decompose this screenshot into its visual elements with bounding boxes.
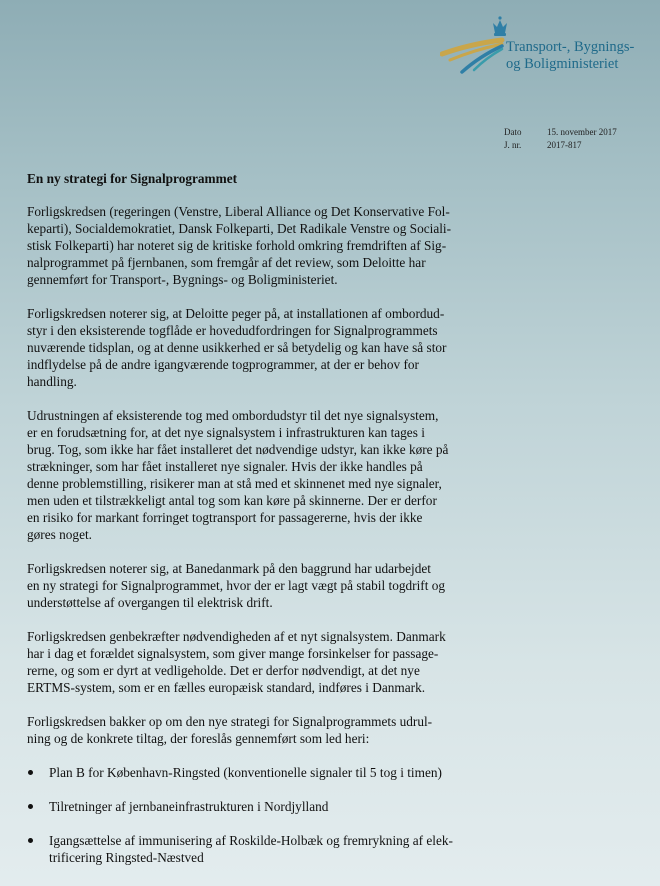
text-line: en ny strategi for Signalprogrammet, hvor der er lagt vægt på stabil togdrift og xyxy=(27,578,446,593)
ministry-logo xyxy=(440,14,650,78)
text-line: har i dag et forældet signalsystem, som giver mange forsinkelser for passage- xyxy=(27,646,439,661)
text-line: handling. xyxy=(27,374,77,389)
text-line: strækninger, som har fået installeret nye signaler. Hvis der ikke handles på xyxy=(27,459,423,474)
paragraph-1 xyxy=(27,203,497,288)
text-line: ERTMS-system, som er en fælles europæisk standard, indføres i Danmark. xyxy=(27,680,426,695)
paragraph-3 xyxy=(27,407,497,543)
paragraph-6 xyxy=(27,713,497,747)
text-line: nuværende tidsplan, og at denne usikkerhed er så betydelig og kan have så stor xyxy=(27,340,447,355)
text-line: nalprogrammet på fjernbanen, som fremgår af det review, som Deloitte har xyxy=(27,255,426,270)
text-line: brug. Tog, som ikke har fået installeret det nødvendige udstyr, kan ikke køre på xyxy=(27,442,449,457)
date-row xyxy=(504,126,617,139)
document-title: En ny strategi for Signalprogrammet xyxy=(27,171,238,186)
text-line: ning og de konkrete tiltag, der foreslås gennemført som led heri: xyxy=(27,731,370,746)
text-line: Forligskredsen bakker op om den nye strategi for Signalprogrammets udrul- xyxy=(27,714,433,729)
text-line: stisk Folkeparti) har noteret sig de kritiske forhold omkring fremdriften af Sig- xyxy=(27,238,447,253)
list-item xyxy=(27,798,497,815)
document-body xyxy=(27,170,497,883)
text-line: men uden et tilstrækkeligt antal tog som kan køre på skinnerne. Der er derfor xyxy=(27,493,437,508)
date-value: 15. november 2017 xyxy=(547,127,617,137)
text-line: Forligskredsen genbekræfter nødvendigheden af et nyt signalsystem. Danmark xyxy=(27,629,446,644)
reference-value: 2017-817 xyxy=(547,140,582,150)
date-label: Dato xyxy=(504,127,522,137)
reference-label: J. nr. xyxy=(504,140,522,150)
initiatives-list xyxy=(27,764,497,866)
text-line: styr i den eksisterende togflåde er hovedudfordringen for Signalprogrammets xyxy=(27,323,438,338)
text-line: gøres noget. xyxy=(27,527,92,542)
text-line: Forligskredsen noterer sig, at Deloitte peger på, at installationen af ombordud- xyxy=(27,306,445,321)
list-item xyxy=(27,764,497,781)
text-line: gennemført for Transport-, Bygnings- og Boligministeriet. xyxy=(27,272,338,287)
text-line: en risiko for markant forringet togtransport for passagererne, hvis der ikke xyxy=(27,510,423,525)
text-line: er en forudsætning for, at det nye signalsystem i infrastrukturen kan tages i xyxy=(27,425,425,440)
paragraph-4 xyxy=(27,560,497,611)
text-line: Udrustningen af eksisterende tog med ombordudstyr til det nye signalsystem, xyxy=(27,408,439,423)
paragraph-2 xyxy=(27,305,497,390)
ministry-name xyxy=(506,39,634,73)
document-meta xyxy=(504,126,617,152)
text-line: denne problemstilling, risikerer man at stå med et skinnenet med nye signaler, xyxy=(27,476,442,491)
text-line: understøttelse af overgangen til elektrisk drift. xyxy=(27,595,273,610)
text-line: keparti), Socialdemokratiet, Dansk Folkeparti, Det Radikale Venstre og Sociali- xyxy=(27,221,452,236)
text-line: Igangsættelse af immunisering af Roskilde-Holbæk og fremrykning af elek- xyxy=(49,833,453,848)
list-item xyxy=(27,832,497,866)
ministry-name-line-2: og Boligministeriet xyxy=(506,56,619,72)
text-line: indflydelse på de andre igangværende togprogrammer, at der er behov for xyxy=(27,357,419,372)
text-line: rerne, og som er dyrt at vedligeholde. Det er derfor nødvendigt, at det nye xyxy=(27,663,420,678)
text-line: Tilretninger af jernbaneinfrastrukturen i Nordjylland xyxy=(49,799,329,814)
text-line: trificering Ringsted-Næstved xyxy=(49,850,204,865)
text-line: Forligskredsen noterer sig, at Banedanmark på den baggrund har udarbejdet xyxy=(27,561,431,576)
reference-row xyxy=(504,139,617,152)
ministry-name-line-1: Transport-, Bygnings- xyxy=(506,39,635,55)
text-line: Forligskredsen (regeringen (Venstre, Liberal Alliance og Det Konservative Fol- xyxy=(27,204,450,219)
text-line: Plan B for København-Ringsted (konventionelle signaler til 5 tog i timen) xyxy=(49,765,442,780)
paragraph-5 xyxy=(27,628,497,696)
